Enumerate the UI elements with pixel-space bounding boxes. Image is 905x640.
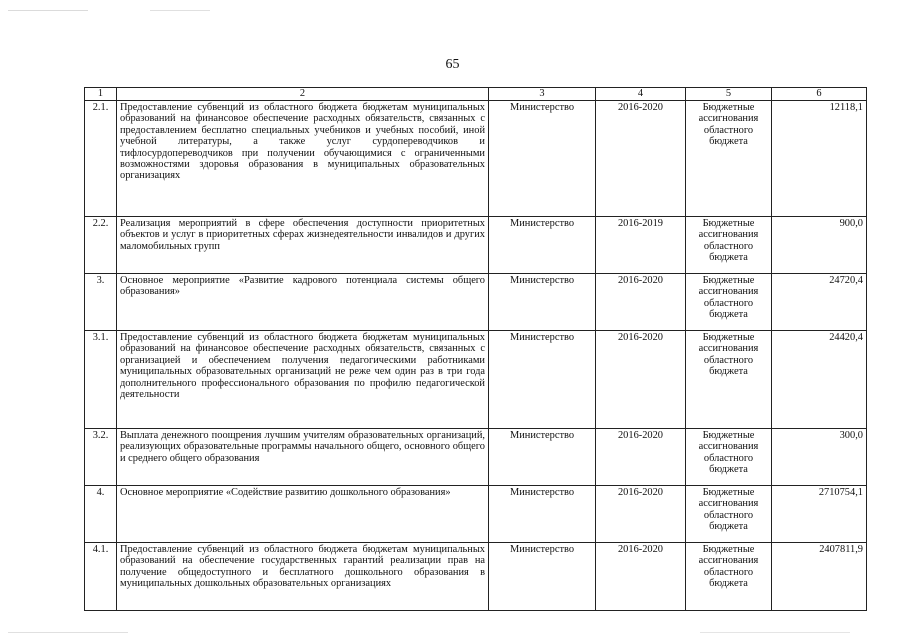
executor: Министерство [489, 543, 596, 611]
scan-artifact [150, 10, 210, 11]
executor: Министерство [489, 331, 596, 429]
table-row [85, 274, 867, 331]
funding-amount: 24720,4 [772, 274, 867, 331]
activity-description: Выплата денежного поощрения лучшим учителям образовательных организаций, реализующих образовательные программы начального общего, основного общего и среднего общего образования [117, 429, 489, 486]
table-row [85, 331, 867, 429]
table-row [85, 217, 867, 274]
activity-description: Реализация мероприятий в сфере обеспечения доступности приоритетных объектов и услуг в приоритетных сферах жизнедеятельности инвалидов и других маломобильных групп [117, 217, 489, 274]
table-row [85, 543, 867, 611]
activity-description: Предоставление субвенций из областного бюджета бюджетам муниципальных образований на финансовое обеспечение расходных обязательств, связанных с предоставлением бесплатно специальных учебников и учебных пособий, иной учебной литературы, а также услуг сурдопереводчиков и тифлосурдопереводчиков при получении обучающимися с ограниченными возможностями здоровья образования в муниципальных образовательных организациях [117, 101, 489, 217]
activity-description: Основное мероприятие «Содействие развитию дошкольного образования» [117, 486, 489, 543]
row-number: 3.2. [85, 429, 117, 486]
funding-amount: 12118,1 [772, 101, 867, 217]
period: 2016-2020 [596, 101, 686, 217]
executor: Министерство [489, 486, 596, 543]
executor: Министерство [489, 101, 596, 217]
scan-artifact [8, 10, 88, 11]
activity-description: Основное мероприятие «Развитие кадрового потенциала системы общего образования» [117, 274, 489, 331]
funding-amount: 2407811,9 [772, 543, 867, 611]
activity-description: Предоставление субвенций из областного бюджета бюджетам муниципальных образований на финансовое обеспечение расходных обязательств, связанных с организацией и обеспечением получения педагогическими работниками муниципальных образовательных организаций не реже чем один раз в три года дополнительного профессионального образования по профилю педагогической деятельности [117, 331, 489, 429]
funding-amount: 300,0 [772, 429, 867, 486]
period: 2016-2020 [596, 331, 686, 429]
table-header-row [85, 88, 867, 101]
table-row [85, 101, 867, 217]
period: 2016-2020 [596, 543, 686, 611]
scan-artifact [8, 632, 128, 633]
row-number: 4. [85, 486, 117, 543]
table-row [85, 429, 867, 486]
row-number: 2.2. [85, 217, 117, 274]
page-number: 65 [445, 57, 460, 72]
column-header: 5 [686, 88, 772, 101]
row-number: 3.1. [85, 331, 117, 429]
period: 2016-2020 [596, 274, 686, 331]
scan-artifact [700, 632, 850, 633]
column-header: 6 [772, 88, 867, 101]
funding-source: Бюджетные ассигнования областного бюджета [686, 101, 772, 217]
funding-source: Бюджетные ассигнования областного бюджета [686, 274, 772, 331]
period: 2016-2020 [596, 486, 686, 543]
column-header: 3 [489, 88, 596, 101]
activity-description: Предоставление субвенций из областного бюджета бюджетам муниципальных образований на обеспечение государственных гарантий реализации прав на получение общедоступного и бесплатного дошкольного образования в муниципальных дошкольных образовательных организациях [117, 543, 489, 611]
executor: Министерство [489, 429, 596, 486]
funding-source: Бюджетные ассигнования областного бюджета [686, 543, 772, 611]
period: 2016-2019 [596, 217, 686, 274]
column-header: 2 [117, 88, 489, 101]
row-number: 3. [85, 274, 117, 331]
funding-source: Бюджетные ассигнования областного бюджета [686, 217, 772, 274]
executor: Министерство [489, 217, 596, 274]
column-header: 4 [596, 88, 686, 101]
row-number: 2.1. [85, 101, 117, 217]
period: 2016-2020 [596, 429, 686, 486]
funding-source: Бюджетные ассигнования областного бюджета [686, 429, 772, 486]
executor: Министерство [489, 274, 596, 331]
column-header: 1 [85, 88, 117, 101]
funding-amount: 24420,4 [772, 331, 867, 429]
funding-source: Бюджетные ассигнования областного бюджета [686, 331, 772, 429]
program-activities-table [84, 87, 867, 611]
funding-amount: 900,0 [772, 217, 867, 274]
funding-amount: 2710754,1 [772, 486, 867, 543]
table-row [85, 486, 867, 543]
row-number: 4.1. [85, 543, 117, 611]
funding-source: Бюджетные ассигнования областного бюджета [686, 486, 772, 543]
